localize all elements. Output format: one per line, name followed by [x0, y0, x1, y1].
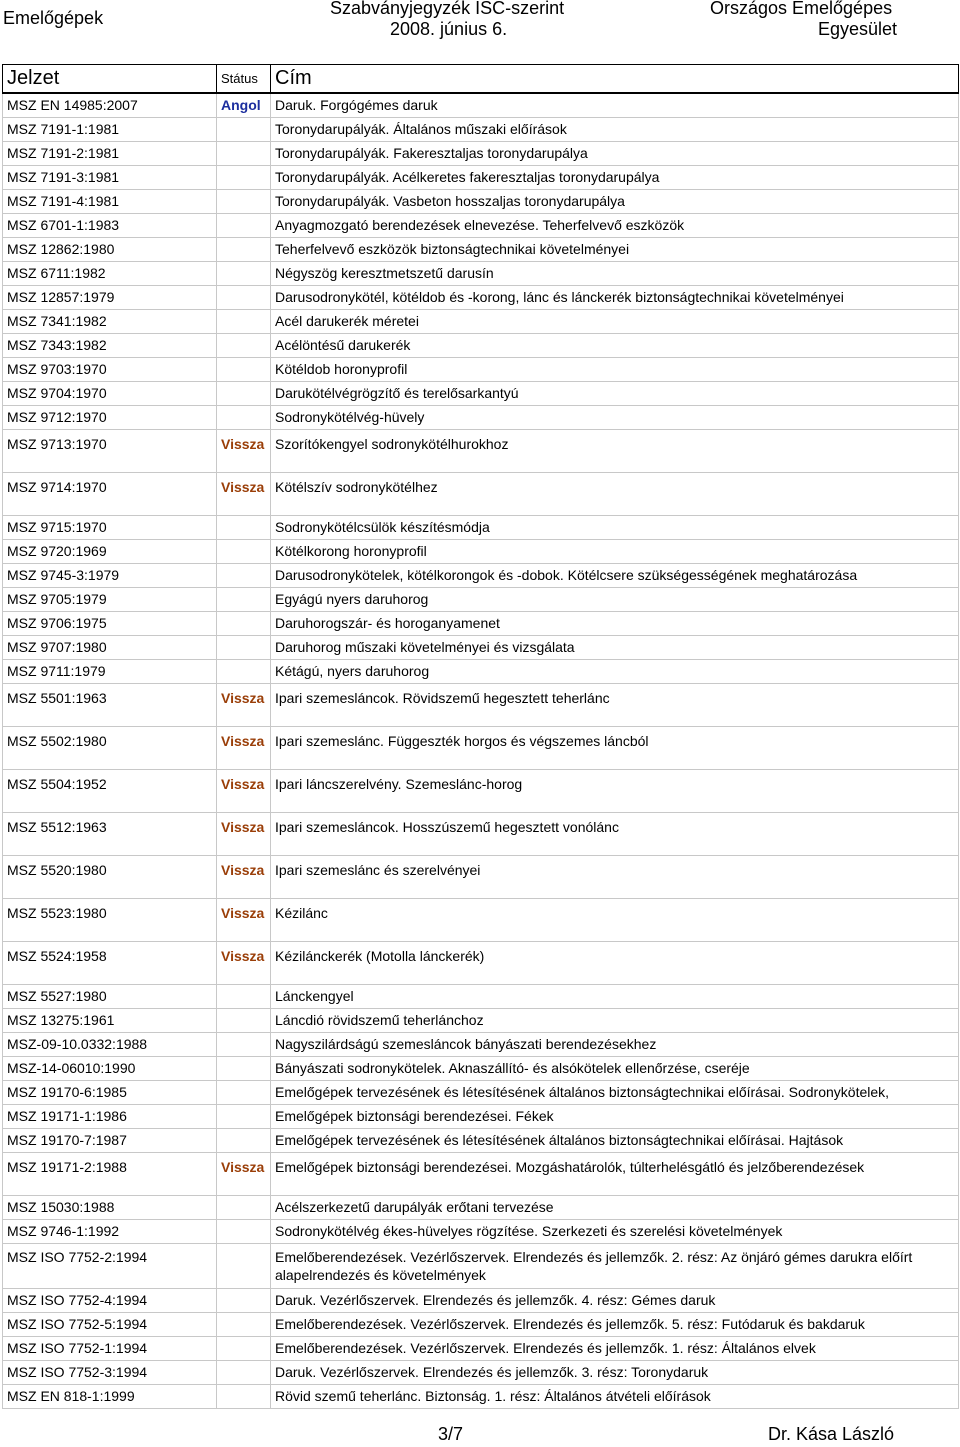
standard-code: MSZ 9711:1979 — [3, 660, 217, 684]
standard-code: MSZ 9713:1970 — [3, 430, 217, 473]
standard-code: MSZ 9715:1970 — [3, 516, 217, 540]
status-cell — [217, 856, 271, 899]
standard-title: Egyágú nyers daruhorog — [271, 588, 959, 612]
standard-title: Daruhorog műszaki követelményei és vizsgálata — [271, 636, 959, 660]
standard-code: MSZ ISO 7752-2:1994 — [3, 1244, 217, 1289]
standard-code: MSZ 9706:1975 — [3, 612, 217, 636]
standard-title: Kézilánckerék (Motolla lánckerék) — [271, 942, 959, 985]
status-cell — [217, 1313, 271, 1337]
table-row — [3, 1153, 959, 1196]
standard-code: MSZ 9745-3:1979 — [3, 564, 217, 588]
table-row — [3, 985, 959, 1009]
standard-title: Nagyszilárdságú szemesláncok bányászati berendezésekhez — [271, 1033, 959, 1057]
table-row — [3, 1313, 959, 1337]
standard-title: Kézilánc — [271, 899, 959, 942]
standard-title: Négyszög keresztmetszetű darusín — [271, 262, 959, 286]
standard-title: Emelőberendezések. Vezérlőszervek. Elrendezés és jellemzők. 1. rész: Általános elvek — [271, 1337, 959, 1361]
status-link-vissza[interactable]: Vissza — [221, 733, 265, 749]
status-cell — [217, 1105, 271, 1129]
status-link-vissza[interactable]: Vissza — [221, 905, 265, 921]
status-cell — [217, 1153, 271, 1196]
status-cell — [217, 516, 271, 540]
standard-title: Darusodronykötelek, kötélkorongok és -dobok. Kötélcsere szükségességének meghatározása — [271, 564, 959, 588]
status-cell — [217, 612, 271, 636]
standard-title: Emelőgépek biztonsági berendezései. Fékek — [271, 1105, 959, 1129]
page-number: 3/7 — [438, 1424, 464, 1444]
table-row — [3, 262, 959, 286]
standard-title: Sodronykötélvég-hüvely — [271, 406, 959, 430]
status-cell — [217, 727, 271, 770]
standard-code: MSZ ISO 7752-1:1994 — [3, 1337, 217, 1361]
header-left-title: Emelőgépek — [3, 8, 104, 28]
table-row — [3, 899, 959, 942]
standard-code: MSZ ISO 7752-3:1994 — [3, 1361, 217, 1385]
status-link-vissza[interactable]: Vissza — [221, 819, 265, 835]
table-row — [3, 1081, 959, 1105]
table-row — [3, 93, 959, 118]
standard-title: Anyagmozgató berendezések elnevezése. Teherfelvevő eszközök — [271, 214, 959, 238]
table-row — [3, 727, 959, 770]
status-cell — [217, 214, 271, 238]
status-cell — [217, 238, 271, 262]
table-row — [3, 1009, 959, 1033]
page-footer — [0, 1420, 960, 1447]
table-row — [3, 190, 959, 214]
standard-title: Rövid szemű teherlánc. Biztonság. 1. rész: Általános átvételi előírások — [271, 1385, 959, 1409]
status-cell — [217, 358, 271, 382]
table-row — [3, 540, 959, 564]
header-center-line1: Szabványjegyzék ISC-szerint — [330, 0, 565, 18]
status-cell — [217, 310, 271, 334]
standard-code: MSZ 12857:1979 — [3, 286, 217, 310]
standard-code: MSZ 9746-1:1992 — [3, 1220, 217, 1244]
table-row — [3, 430, 959, 473]
status-cell — [217, 382, 271, 406]
standard-title: Toronydarupályák. Vasbeton hosszaljas toronydarupálya — [271, 190, 959, 214]
status-cell — [217, 1385, 271, 1409]
table-row — [3, 813, 959, 856]
standard-code: MSZ 15030:1988 — [3, 1196, 217, 1220]
standard-code: MSZ EN 818-1:1999 — [3, 1385, 217, 1409]
header-right — [710, 0, 897, 40]
table-row — [3, 1105, 959, 1129]
table-row — [3, 473, 959, 516]
standard-title: Daruk. Vezérlőszervek. Elrendezés és jellemzők. 3. rész: Toronydaruk — [271, 1361, 959, 1385]
header-right-line1: Országos Emelőgépes — [710, 0, 893, 18]
column-header-status: Státus — [217, 65, 271, 94]
table-row — [3, 406, 959, 430]
standard-code: MSZ 9704:1970 — [3, 382, 217, 406]
table-row — [3, 516, 959, 540]
standard-title: Teherfelvevő eszközök biztonságtechnikai követelményei — [271, 238, 959, 262]
status-cell — [217, 660, 271, 684]
table-row — [3, 286, 959, 310]
standard-code: MSZ 5527:1980 — [3, 985, 217, 1009]
table-row — [3, 684, 959, 727]
standard-code: MSZ EN 14985:2007 — [3, 93, 217, 118]
standard-code: MSZ 7191-2:1981 — [3, 142, 217, 166]
status-badge-angol: Angol — [221, 97, 261, 113]
standard-title: Emelőberendezések. Vezérlőszervek. Elrendezés és jellemzők. 2. rész: Az önjáró gémes darukra előírt alapelrendezés és követelmények — [271, 1244, 959, 1289]
standard-title: Daruk. Forgógémes daruk — [271, 93, 959, 118]
status-cell — [217, 1337, 271, 1361]
table-row — [3, 118, 959, 142]
status-cell — [217, 1361, 271, 1385]
status-cell — [217, 899, 271, 942]
standard-title: Ipari szemesláncok. Hosszúszemű hegesztett vonólánc — [271, 813, 959, 856]
table-row — [3, 1057, 959, 1081]
standard-code: MSZ 19171-2:1988 — [3, 1153, 217, 1196]
status-cell — [217, 985, 271, 1009]
status-cell — [217, 1009, 271, 1033]
table-row — [3, 334, 959, 358]
status-cell — [217, 1289, 271, 1313]
standard-title: Emelőberendezések. Vezérlőszervek. Elrendezés és jellemzők. 5. rész: Futódaruk és bakdaruk — [271, 1313, 959, 1337]
table-row — [3, 856, 959, 899]
standard-code: MSZ 9705:1979 — [3, 588, 217, 612]
status-cell — [217, 942, 271, 985]
standard-code: MSZ 9712:1970 — [3, 406, 217, 430]
status-cell — [217, 473, 271, 516]
standard-title: Emelőgépek biztonsági berendezései. Mozgáshatárolók, túlterhelésgátló és jelzőberendezések — [271, 1153, 959, 1196]
standard-title: Kötélkorong horonyprofil — [271, 540, 959, 564]
table-row — [3, 1244, 959, 1289]
status-cell — [217, 540, 271, 564]
table-body — [3, 93, 959, 1409]
standard-code: MSZ 5512:1963 — [3, 813, 217, 856]
standard-code: MSZ 13275:1961 — [3, 1009, 217, 1033]
status-cell — [217, 190, 271, 214]
table-row — [3, 1385, 959, 1409]
status-cell — [217, 636, 271, 660]
status-cell — [217, 1081, 271, 1105]
status-cell — [217, 1220, 271, 1244]
status-cell — [217, 1196, 271, 1220]
status-cell — [217, 1033, 271, 1057]
header-right-line2: Egyesület — [818, 19, 898, 39]
standard-code: MSZ 9720:1969 — [3, 540, 217, 564]
standard-title: Ipari szemeslánc. Függeszték horgos és végszemes láncból — [271, 727, 959, 770]
standard-code: MSZ 5501:1963 — [3, 684, 217, 727]
status-cell — [217, 1057, 271, 1081]
table-row — [3, 1289, 959, 1313]
standard-title: Emelőgépek tervezésének és létesítésének általános biztonságtechnikai előírásai. Hajtások — [271, 1129, 959, 1153]
column-header-code: Jelzet — [3, 65, 217, 94]
column-header-title: Cím — [271, 65, 959, 94]
status-cell — [217, 1244, 271, 1289]
table-row — [3, 166, 959, 190]
standard-title: Ipari szemesláncok. Rövidszemű hegesztett teherlánc — [271, 684, 959, 727]
table-row — [3, 660, 959, 684]
status-cell — [217, 166, 271, 190]
standards-table — [2, 64, 959, 1409]
standard-title: Sodronykötélvég ékes-hüvelyes rögzítése. Szerkezeti és szerelési követelmények — [271, 1220, 959, 1244]
standard-title: Daruk. Vezérlőszervek. Elrendezés és jellemzők. 4. rész: Gémes daruk — [271, 1289, 959, 1313]
table-row — [3, 770, 959, 813]
standard-title: Ipari láncszerelvény. Szemeslánc-horog — [271, 770, 959, 813]
table-row — [3, 636, 959, 660]
table-row — [3, 612, 959, 636]
header-date: 2008. június 6. — [390, 19, 508, 39]
table-row — [3, 310, 959, 334]
status-link-vissza[interactable]: Vissza — [221, 1159, 265, 1175]
standard-code: MSZ 9703:1970 — [3, 358, 217, 382]
standard-code: MSZ ISO 7752-4:1994 — [3, 1289, 217, 1313]
table-row — [3, 382, 959, 406]
table-row — [3, 1129, 959, 1153]
standard-code: MSZ 9707:1980 — [3, 636, 217, 660]
standard-code: MSZ 6701-1:1983 — [3, 214, 217, 238]
table-row — [3, 564, 959, 588]
status-cell — [217, 430, 271, 473]
standard-title: Toronydarupályák. Általános műszaki előírások — [271, 118, 959, 142]
standard-title: Bányászati sodronykötelek. Aknaszállító- és alsókötelek ellenőrzése, cseréje — [271, 1057, 959, 1081]
table-row — [3, 1337, 959, 1361]
standard-title: Acél darukerék méretei — [271, 310, 959, 334]
status-cell — [217, 588, 271, 612]
standard-title: Acélszerkezetű darupályák erőtani tervezése — [271, 1196, 959, 1220]
standard-title: Acélöntésű darukerék — [271, 334, 959, 358]
standard-title: Kötélszív sodronykötélhez — [271, 473, 959, 516]
standard-code: MSZ-09-10.0332:1988 — [3, 1033, 217, 1057]
status-cell — [217, 142, 271, 166]
status-link-vissza[interactable]: Vissza — [221, 436, 265, 452]
standard-code: MSZ 7191-1:1981 — [3, 118, 217, 142]
status-cell — [217, 564, 271, 588]
page-header — [0, 0, 960, 50]
standard-title: Ipari szemeslánc és szerelvényei — [271, 856, 959, 899]
standard-title: Lánckengyel — [271, 985, 959, 1009]
standard-title: Emelőgépek tervezésének és létesítésének általános biztonságtechnikai előírásai. Sodronykötelek, — [271, 1081, 959, 1105]
standard-code: MSZ ISO 7752-5:1994 — [3, 1313, 217, 1337]
table-row — [3, 142, 959, 166]
table-row — [3, 588, 959, 612]
table-row — [3, 942, 959, 985]
status-cell — [217, 262, 271, 286]
table-row — [3, 1196, 959, 1220]
standard-code: MSZ 5520:1980 — [3, 856, 217, 899]
status-link-vissza[interactable]: Vissza — [221, 479, 265, 495]
table-header-row — [3, 65, 959, 94]
status-cell — [217, 770, 271, 813]
standard-title: Láncdió rövidszemű teherlánchoz — [271, 1009, 959, 1033]
standard-code: MSZ 5523:1980 — [3, 899, 217, 942]
standard-title: Toronydarupályák. Acélkeretes fakeresztaljas toronydarupálya — [271, 166, 959, 190]
table-row — [3, 214, 959, 238]
table-row — [3, 238, 959, 262]
status-cell — [217, 406, 271, 430]
table-row — [3, 1361, 959, 1385]
status-cell — [217, 118, 271, 142]
standard-title: Sodronykötélcsülök készítésmódja — [271, 516, 959, 540]
standard-title: Toronydarupályák. Fakeresztaljas toronydarupálya — [271, 142, 959, 166]
status-link-vissza[interactable]: Vissza — [221, 948, 265, 964]
table-row — [3, 1220, 959, 1244]
status-cell — [217, 93, 271, 118]
standard-code: MSZ 5502:1980 — [3, 727, 217, 770]
standard-code: MSZ-14-06010:1990 — [3, 1057, 217, 1081]
standard-code: MSZ 7343:1982 — [3, 334, 217, 358]
standard-title: Kétágú, nyers daruhorog — [271, 660, 959, 684]
standard-title: Kötéldob horonyprofil — [271, 358, 959, 382]
standard-title: Szorítókengyel sodronykötélhurokhoz — [271, 430, 959, 473]
status-cell — [217, 684, 271, 727]
table-row — [3, 358, 959, 382]
header-center — [330, 0, 564, 40]
status-cell — [217, 813, 271, 856]
standard-code: MSZ 7341:1982 — [3, 310, 217, 334]
standard-title: Daruhorogszár- és horoganyamenet — [271, 612, 959, 636]
standard-title: Darukötélvégrögzítő és terelősarkantyú — [271, 382, 959, 406]
status-link-vissza[interactable]: Vissza — [221, 862, 265, 878]
status-link-vissza[interactable]: Vissza — [221, 690, 265, 706]
status-cell — [217, 334, 271, 358]
standard-code: MSZ 5504:1952 — [3, 770, 217, 813]
standard-title: Darusodronykötél, kötéldob és -korong, lánc és lánckerék biztonságtechnikai követelményei — [271, 286, 959, 310]
standard-code: MSZ 12862:1980 — [3, 238, 217, 262]
standard-code: MSZ 6711:1982 — [3, 262, 217, 286]
author-name: Dr. Kása László — [768, 1424, 895, 1444]
status-link-vissza[interactable]: Vissza — [221, 776, 265, 792]
standard-code: MSZ 5524:1958 — [3, 942, 217, 985]
standard-code: MSZ 19170-6:1985 — [3, 1081, 217, 1105]
table-row — [3, 1033, 959, 1057]
standard-code: MSZ 9714:1970 — [3, 473, 217, 516]
standard-code: MSZ 19170-7:1987 — [3, 1129, 217, 1153]
standard-code: MSZ 19171-1:1986 — [3, 1105, 217, 1129]
standard-code: MSZ 7191-3:1981 — [3, 166, 217, 190]
standard-code: MSZ 7191-4:1981 — [3, 190, 217, 214]
status-cell — [217, 286, 271, 310]
status-cell — [217, 1129, 271, 1153]
